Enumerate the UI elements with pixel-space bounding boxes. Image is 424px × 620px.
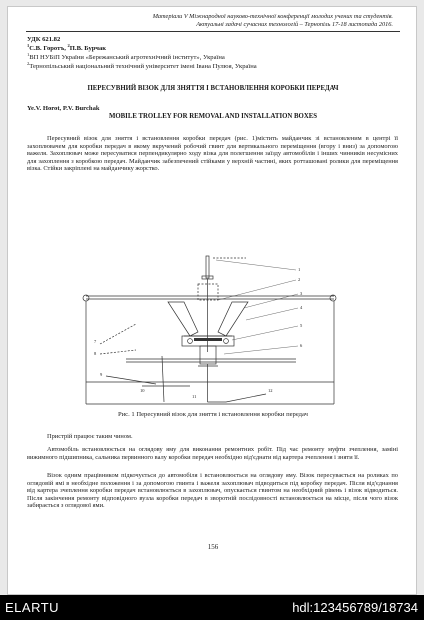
gripper-left-arm (168, 302, 198, 336)
fig-label-10: 10 (140, 388, 145, 393)
fig-label-9: 9 (100, 372, 103, 377)
authors-ua (27, 42, 107, 53)
fig-label-3: 3 (300, 291, 303, 296)
conference-header-line2: Актуальні задачі сучасних технологій – Тернопіль 17-18 листопада 2016. (196, 21, 393, 28)
gripper-right-arm (218, 302, 248, 336)
authors-en: Ye.V. Horot, P.V. Burchak (27, 105, 100, 112)
fig-label-4: 4 (300, 305, 303, 310)
affiliation-1 (27, 51, 225, 62)
affiliation-1-superscript: 1 (27, 51, 30, 57)
clamp-plate (194, 338, 222, 341)
gearbox-outline (198, 284, 218, 300)
figure-caption: Рис. 1 Пересувний візок для зняття і встановлення коробки передач (117, 411, 309, 418)
affiliation-2 (27, 60, 257, 71)
udk-code: УДК 621.82 (27, 36, 61, 43)
header-rule (26, 31, 400, 32)
repository-footer-bar (0, 595, 424, 620)
affiliation-2-superscript: 2 (27, 60, 30, 66)
paper-title-en: MOBILE TROLLEY FOR REMOVAL AND INSTALLATION BOXES (108, 113, 318, 120)
author1-name: С.В. Горотъ, (29, 45, 66, 52)
fig-label-7: 7 (94, 339, 97, 344)
document-page (7, 6, 417, 595)
handle-id: hdl:123456789/18734 (292, 600, 418, 615)
abstract-paragraph: Пересувний візок для зняття і встановлення коробки передач (рис. 1)містить майданчик зі встановленим в центрі її захоплювачем для коробки передач в якому вкручений робочий гвинт для вертикального переміщення (вгору і вниз) за допомогою важеля. Захоплювач може пересуватися перпендикулярно ходу візка для полегшення заїзду автомобілів і інших чинників несумісних для захоплення з коробкою передач. Майданчик забезпечений стійками у верхній частині, яких ротташовані ролики для переміщення візка. Стійки закріплені на майданчику жорстко. (27, 135, 398, 172)
fig-label-12: 12 (268, 388, 273, 393)
affiliation-2-text: Тернопільський національний технічний університет імені Івана Пулюя, Україна (29, 63, 257, 70)
fig-label-6: 6 (300, 343, 303, 348)
paper-title-ua: ПЕРЕСУВНИЙ ВІЗОК ДЛЯ ЗНЯТТЯ І ВСТАНОВЛЕННЯ КОРОБКИ ПЕРЕДАЧ (87, 85, 339, 92)
screw-nut (200, 346, 216, 364)
fig-label-1: 1 (298, 267, 301, 272)
screw-upper (206, 256, 209, 278)
page-number: 156 (207, 543, 219, 551)
fig-label-5: 5 (300, 323, 303, 328)
trolley-figure (66, 254, 360, 409)
author2-superscript: 2 (67, 42, 70, 48)
affiliation-1-text: ВП НУБіП України «Бережанський агротехнічний інститут», Україна (29, 54, 225, 61)
fig-label-2: 2 (298, 277, 301, 282)
body-paragraph-2: Візок одним працівником підкочується до автомобіля і встановлюється на оглядову яму. Візок пересувається на роликах по оглядовій ямі в необхідне положення і за допомогою гвинта і важеля захоплювач підводиться під коробку передач. Після від'єднання від картера зчеплення коробки передач встановлюється в захоплювач, опускається гвинтом на необхідний рівень і візок відводиться. Після закінчення ремонту відповідного вузла коробки передач в зворотній послідовності встановлюється на місце, після чого візок забирається з оглядової ями. (27, 472, 398, 509)
body-paragraph-1: Автомобіль встановлюється на оглядову яму для виконання ремонтних робіт. Під час ремонту муфти зчеплення, заміні вижимного підшипника, сальника первинного валу коробки передач необхідно від'єднати від картера зчеплення і зняти її. (27, 446, 398, 461)
lever (162, 356, 164, 402)
repository-name: ELARTU (5, 600, 60, 615)
conference-header-line1: Матеріали V Міжнародної науково-технічної конференції молодих учених та студентів. (152, 13, 393, 20)
fig-label-11: 11 (192, 394, 197, 399)
author2-name: П.В. Бурчак (69, 45, 107, 52)
body-intro: Пристрій працює таким чином. (47, 433, 133, 440)
author1-superscript: 1 (27, 42, 30, 48)
fig-label-8: 8 (94, 351, 97, 356)
